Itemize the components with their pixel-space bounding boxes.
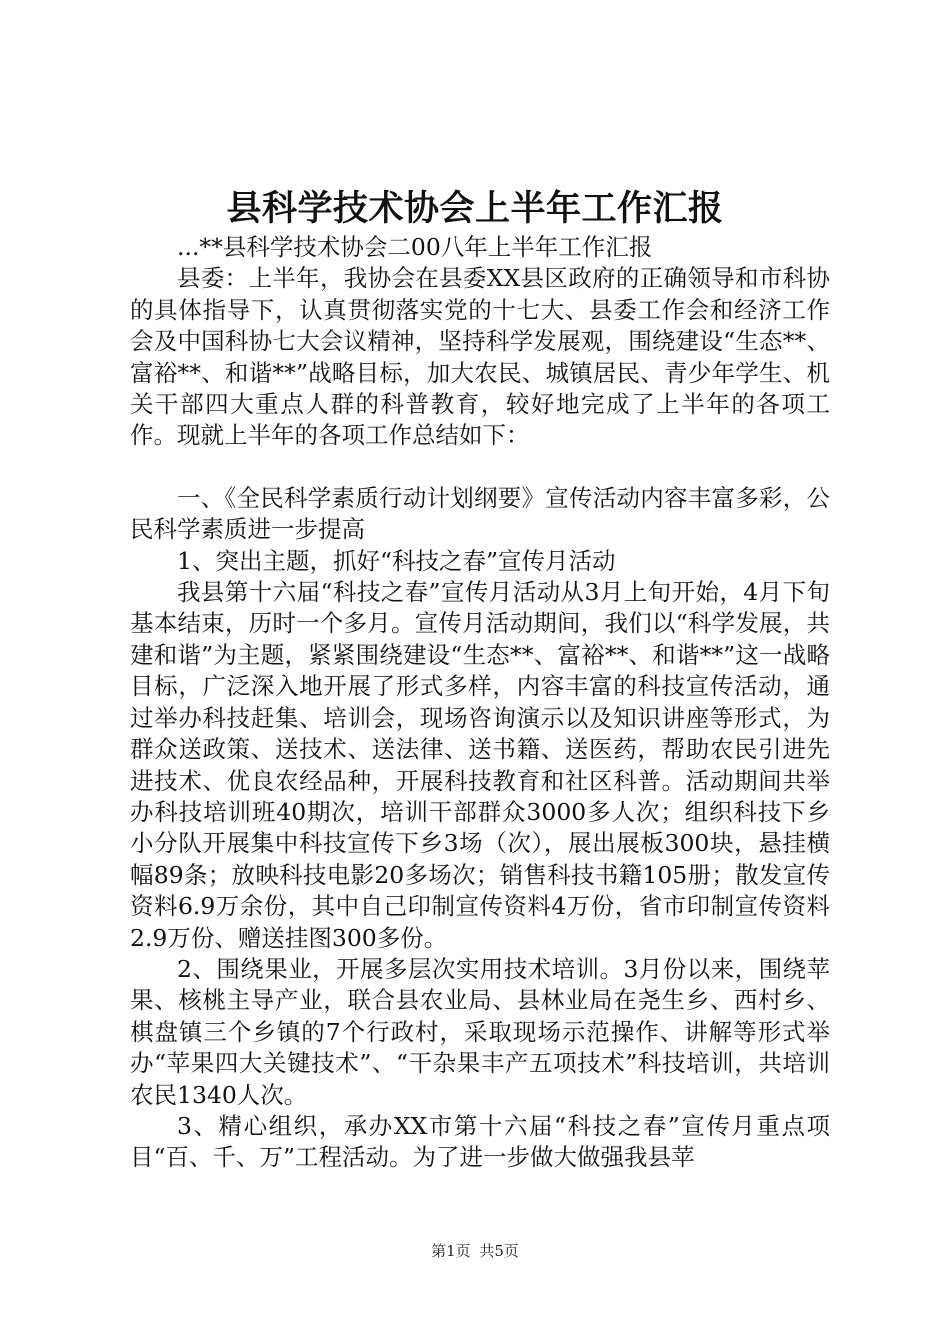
subsection-heading-1: 1、突出主题，抓好“科技之春”宣传月活动 <box>177 546 616 575</box>
page-number-footer: 第1页 共5页 <box>431 1242 519 1260</box>
paragraph-spring-campaign: 我县第十六届“科技之春”宣传月活动从3月上旬开始，4月下旬基本结束，历时一个多月。宣传月活动期间，我们以“科学发展，共建和谐”为主题，紧紧围绕建设“生态**、富裕**、和谐**”这一战略目标，广泛深入地开展了形式多样，内容丰富的科技宣传活动，通过举办科技赶集、培训会，现场咨询演示以及知识讲座等形式，为群众送政策、送技术、送法律、送书籍、送医药，帮助农民引进先进技术、优良农经品种，开展科技教育和社区科普。活动期间共举办科技培训班40期次，培训干部群众3000多人次；组织科技下乡小分队开展集中科技宣传下乡3场（次），展出展板300块，悬挂横幅89条；放映科技电影20多场次；销售科技书籍105册；散发宣传资料6.9万余份，其中自己印制宣传资料4万份，省市印制宣传资料2.9万份、赠送挂图300多份。 <box>130 578 830 952</box>
section-heading-1: 一、《全民科学素质行动计划纲要》宣传活动内容丰富多彩，公民科学素质进一步提高 <box>130 483 830 544</box>
paragraph-project: 3、精心组织，承办XX市第十六届“科技之春”宣传月重点项目“百、千、万”工程活动。为了进一步做大做强我县苹 <box>130 1111 830 1172</box>
document-title: 县科学技术协会上半年工作汇报 <box>226 188 724 229</box>
paragraph-fruit-training: 2、围绕果业，开展多层次实用技术培训。3月份以来，围绕苹果、核桃主导产业，联合县农业局、县林业局在尧生乡、西村乡、棋盘镇三个乡镇的7个行政村，采取现场示范操作、讲解等形式举办“苹果四大关键技术”、“干杂果丰产五项技术”科技培训，共培训农民1340人次。 <box>130 954 830 1109</box>
document-body <box>130 232 830 1174</box>
paragraph-intro: 县委：上半年，我协会在县委XX县区政府的正确领导和市科协的具体指导下，认真贯彻落实党的十七大、县委工作会和经济工作会及中国科协七大会议精神，坚持科学发展观，围绕建设“生态**、富裕**、和谐**”战略目标，加大农民、城镇居民、青少年学生、机关干部四大重点人群的科普教育，较好地完成了上半年的各项工作。现就上半年的各项工作总结如下： <box>130 264 830 450</box>
report-subtitle: ...**县科学技术协会二00八年上半年工作汇报 <box>177 233 653 261</box>
